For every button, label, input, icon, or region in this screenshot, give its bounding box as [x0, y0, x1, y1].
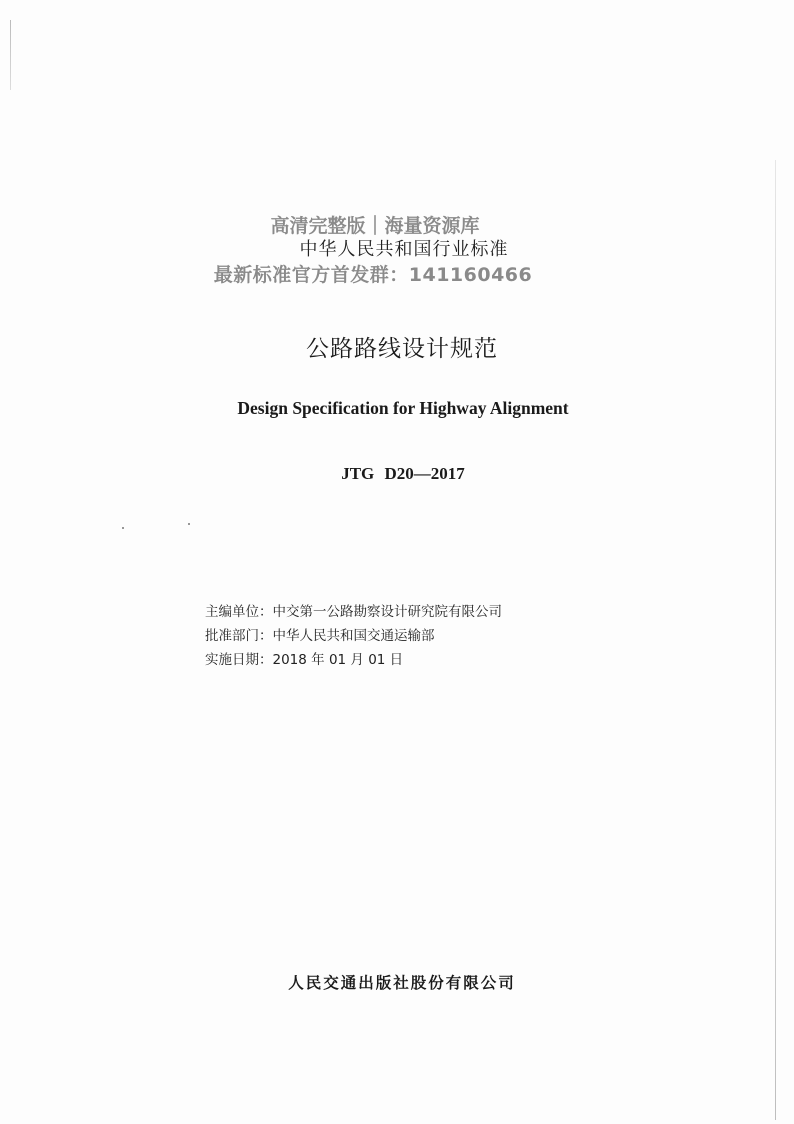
watermark-line-1: 高清完整版｜海量资源库 — [270, 215, 480, 237]
document-title-cn: 公路路线设计规范 — [306, 336, 498, 362]
scan-speck — [122, 527, 124, 529]
standard-category: 中华人民共和国行业标准 — [299, 239, 509, 260]
effective-date: 实施日期：2018 年 01 月 01 日 — [205, 652, 404, 668]
document-metadata — [205, 600, 502, 672]
scan-edge-left — [10, 20, 11, 90]
standard-code: JTG D20—2017 — [341, 464, 465, 483]
document-title-en: Design Specification for Highway Alignment — [237, 398, 569, 418]
watermark-line-2: 最新标准官方首发群：141160466 — [213, 264, 533, 286]
chief-editor-unit: 主编单位：中交第一公路勘察设计研究院有限公司 — [205, 604, 502, 620]
scan-speck — [188, 523, 190, 525]
approving-department: 批准部门：中华人民共和国交通运输部 — [205, 628, 435, 644]
publisher: 人民交通出版社股份有限公司 — [288, 974, 516, 992]
